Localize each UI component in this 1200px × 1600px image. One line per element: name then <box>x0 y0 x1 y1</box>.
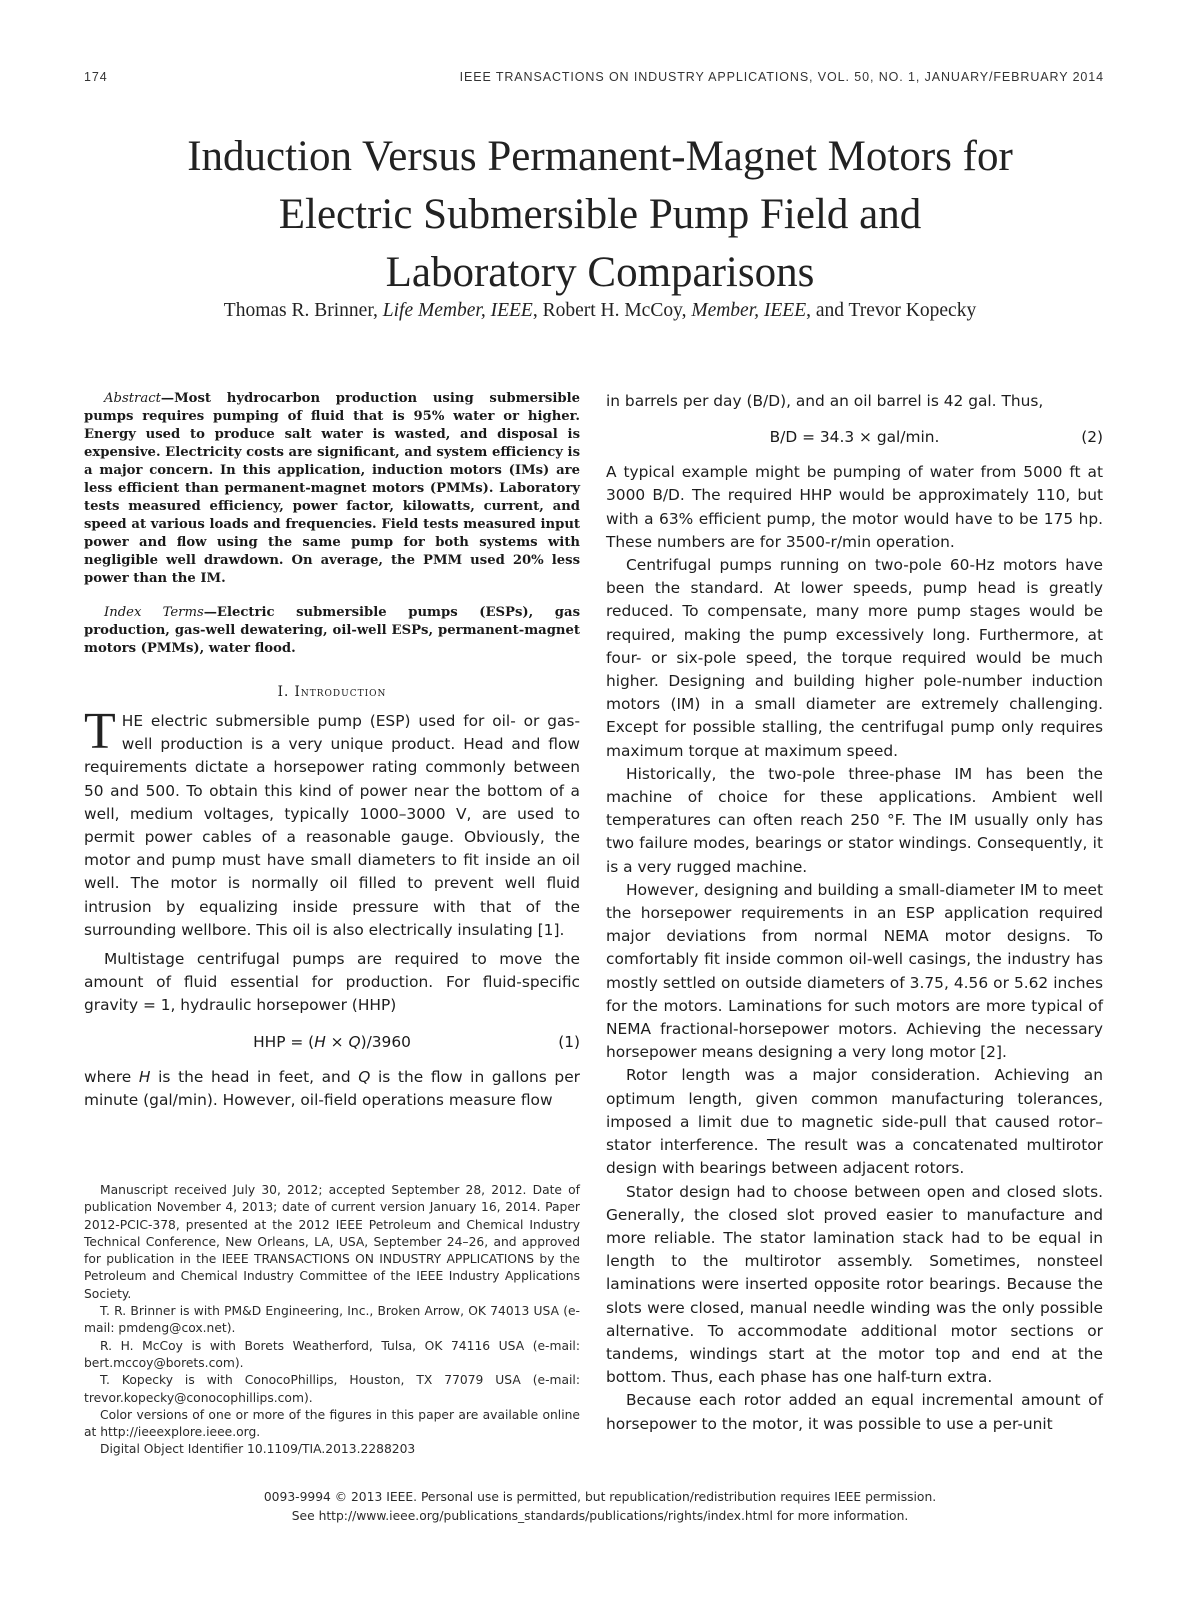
p3-part-b: is the head in feet, and <box>150 1067 359 1086</box>
author-2-name: , Robert H. McCoy, <box>532 300 692 321</box>
abstract <box>84 390 580 588</box>
author-1-name: Thomas R. Brinner, <box>223 300 383 321</box>
footnote-doi: Digital Object Identifier 10.1109/TIA.2013.2288203 <box>100 1442 416 1457</box>
footnote-manuscript: Manuscript received July 30, 2012; accepted September 28, 2012. Date of publication November 4, 2013; date of current version January 16, 2014. Paper 2012-PCIC-378, presented at the 2012 IEEE Petroleum and Chemical Industry Technical Conference, New Orleans, LA, USA, September 24–26, and approved for publication in the IEEE TRANSACTIONS ON INDUSTRY APPLICATIONS by the Petroleum and Chemical Industry Committee of the IEEE Industry Applications Society. <box>84 1183 580 1301</box>
right-column <box>606 390 1103 1436</box>
footnote-color-versions: Color versions of one or more of the figures in this paper are available online at http://ieeexplore.ieee.org. <box>84 1407 580 1440</box>
intro-paragraph-2: Multistage centrifugal pumps are required to move the amount of fluid essential for production. For fluid-specific gravity = 1, hydraulic horsepower (HHP) <box>84 950 580 1015</box>
abstract-label: Abstract <box>104 391 161 406</box>
copyright-line-2: See http://www.ieee.org/publications_standards/publications/rights/index.html for more information. <box>291 1509 909 1523</box>
title-line-3: Laboratory Comparisons <box>385 249 815 296</box>
index-terms <box>84 604 580 658</box>
footnote-brinner: T. R. Brinner is with PM&D Engineering, Inc., Broken Arrow, OK 74013 USA (e-mail: pmdeng@cox.net). <box>84 1304 580 1336</box>
equation-1 <box>84 1030 580 1054</box>
footnote-kopecky: T. Kopecky is with ConocoPhillips, Houston, TX 77079 USA (e-mail: trevor.kopecky@conocophillips.com). <box>84 1373 580 1405</box>
p3-part-a: where <box>84 1067 139 1086</box>
eq1-var-q: Q <box>348 1032 361 1051</box>
paragraph-because-each-rotor: Because each rotor added an equal incremental amount of horsepower to the motor, it was possible to use a per-unit <box>606 1391 1103 1433</box>
footnote-mccoy: R. H. McCoy is with Borets Weatherford, Tulsa, OK 74116 USA (e-mail: bert.mccoy@borets.com). <box>84 1338 580 1370</box>
p3-part-c: is the flow in gallons per minute (gal/min). However, oil-field operations measure flow <box>84 1067 580 1109</box>
eq1-rhs: )/3960 <box>360 1032 411 1051</box>
equation-2-expression: B/D = 34.3 × gal/min. <box>769 428 940 447</box>
page-number: 174 <box>84 70 108 84</box>
footnotes <box>84 1182 580 1459</box>
abstract-text: —Most hydrocarbon production using submersible pumps requires pumping of fluid that is 95% water or higher. Energy used to produce salt water is wasted, and disposal is expensive. Electricity costs are significant, and system efficiency is a major concern. In this application, induction motors (IMs) are less efficient than permanent-magnet motors (PMMs). Laboratory tests measured efficiency, power factor, kilowatts, current, and speed at various loads and frequencies. Field tests measured input power and flow using the same pump for both systems with negligible well drawdown. On average, the PMM used 20% less power than the IM. <box>84 391 580 586</box>
paragraph-however: However, designing and building a small-diameter IM to meet the horsepower requirements in an ESP application required major deviations from normal NEMA motor designs. To comfortably fit inside common oil-well casings, the industry has mostly settled on outside diameters of 3.75, 4.56 or 5.62 inches for the motors. Laminations for such motors are more typical of NEMA fractional-horsepower motors. Achieving the necessary horsepower means designing a very long motor [2]. <box>606 880 1103 1062</box>
author-2-membership: Member, IEEE <box>691 300 807 321</box>
title-line-1: Induction Versus Permanent-Magnet Motors for <box>187 133 1013 180</box>
intro-paragraph-1 <box>84 703 580 942</box>
paragraph-typical-example: A typical example might be pumping of water from 5000 ft at 3000 B/D. The required HHP would be approximately 110, but with a 63% efficient pump, the motor would have to be 175 hp. These numbers are for 3500-r/min operation. <box>606 463 1103 551</box>
eq1-times: × <box>325 1032 349 1051</box>
paragraph-stator-design: Stator design had to choose between open and closed slots. Generally, the closed slot proved easier to manufacture and more reliable. The stator lamination stack had to be equal in length to the multirotor assembly. Sometimes, nonsteel laminations were inserted opposite rotor bearings. Because the slots were closed, manual needle winding was the only possible alternative. To accommodate additional motor sections or tandems, windings start at the motor top and end at the bottom. Thus, each phase has one half-turn extra. <box>606 1182 1103 1387</box>
intro-paragraph-1-text: HE electric submersible pump (ESP) used for oil- or gas-well production is a very unique product. Head and flow requirements dictate a horsepower rating commonly between 50 and 500. To obtain this kind of power near the bottom of a well, medium voltages, typically 1000–3000 V, are used to permit power cables of a reasonable gauge. Obviously, the motor and pump must have small diameters to fit inside an oil well. The motor is normally oil filled to prevent well fluid intrusion by equalizing inside pressure with that of the surrounding wellbore. This oil is also electrically insulating [1]. <box>84 712 580 939</box>
equation-2 <box>606 425 1103 449</box>
paragraph-rotor-length: Rotor length was a major consideration. Achieving an optimum length, given common manufacturing tolerances, imposed a limit due to magnetic side-pull that caused rotor–stator interference. The result was a concatenated multirotor design with bearings between adjacent rotors. <box>606 1066 1103 1178</box>
index-terms-label: Index Terms <box>104 605 204 620</box>
eq1-var-h: H <box>314 1032 326 1051</box>
running-head <box>84 70 1104 90</box>
p3-var-q: Q <box>358 1067 371 1086</box>
author-line <box>60 300 1140 322</box>
left-column <box>84 390 580 1112</box>
equation-2-number: (2) <box>1081 428 1103 447</box>
paper-title <box>60 128 1140 302</box>
author-1-membership: Life Member, IEEE <box>382 300 533 321</box>
index-terms-text: —Electric submersible pumps (ESPs), gas production, gas-well dewatering, oil-well ESPs, permanent-magnet motors (PMMs), water flood. <box>84 605 580 656</box>
paragraph-historically: Historically, the two-pole three-phase IM has been the machine of choice for these applications. Ambient well temperatures can often reach 250 °F. The IM usually only has two failure modes, bearings or stator windings. Consequently, it is a very rugged machine. <box>606 764 1103 876</box>
section-heading-introduction: I. Introduction <box>277 684 387 700</box>
eq1-lhs: HHP = ( <box>253 1032 315 1051</box>
p3-var-h: H <box>138 1067 151 1086</box>
author-3-name: , and Trevor Kopecky <box>806 300 977 321</box>
right-paragraph-continued: in barrels per day (B/D), and an oil barrel is 42 gal. Thus, <box>606 392 1044 410</box>
equation-1-expression <box>84 1030 580 1054</box>
copyright-line-1: 0093-9994 © 2013 IEEE. Personal use is permitted, but republication/redistribution requires IEEE permission. <box>263 1490 937 1504</box>
paragraph-centrifugal-pumps: Centrifugal pumps running on two-pole 60-Hz motors have been the standard. At lower speeds, pump head is greatly reduced. To compensate, many more pump stages would be required, making the pump excessively long. Furthermore, at four- or six-pole speed, the torque required would be much higher. Designing and building higher pole-number induction motors (IM) in a small diameter are extremely challenging. Except for possible stalling, the centrifugal pump only requires maximum torque at maximum speed. <box>606 556 1103 760</box>
copyright-notice <box>60 1488 1140 1526</box>
title-line-2: Electric Submersible Pump Field and <box>278 191 922 238</box>
drop-cap: T <box>84 703 116 760</box>
journal-header: IEEE TRANSACTIONS ON INDUSTRY APPLICATIONS, VOL. 50, NO. 1, JANUARY/FEBRUARY 2014 <box>459 70 1104 84</box>
intro-paragraph-3 <box>84 1066 580 1112</box>
equation-1-number: (1) <box>558 1032 580 1051</box>
